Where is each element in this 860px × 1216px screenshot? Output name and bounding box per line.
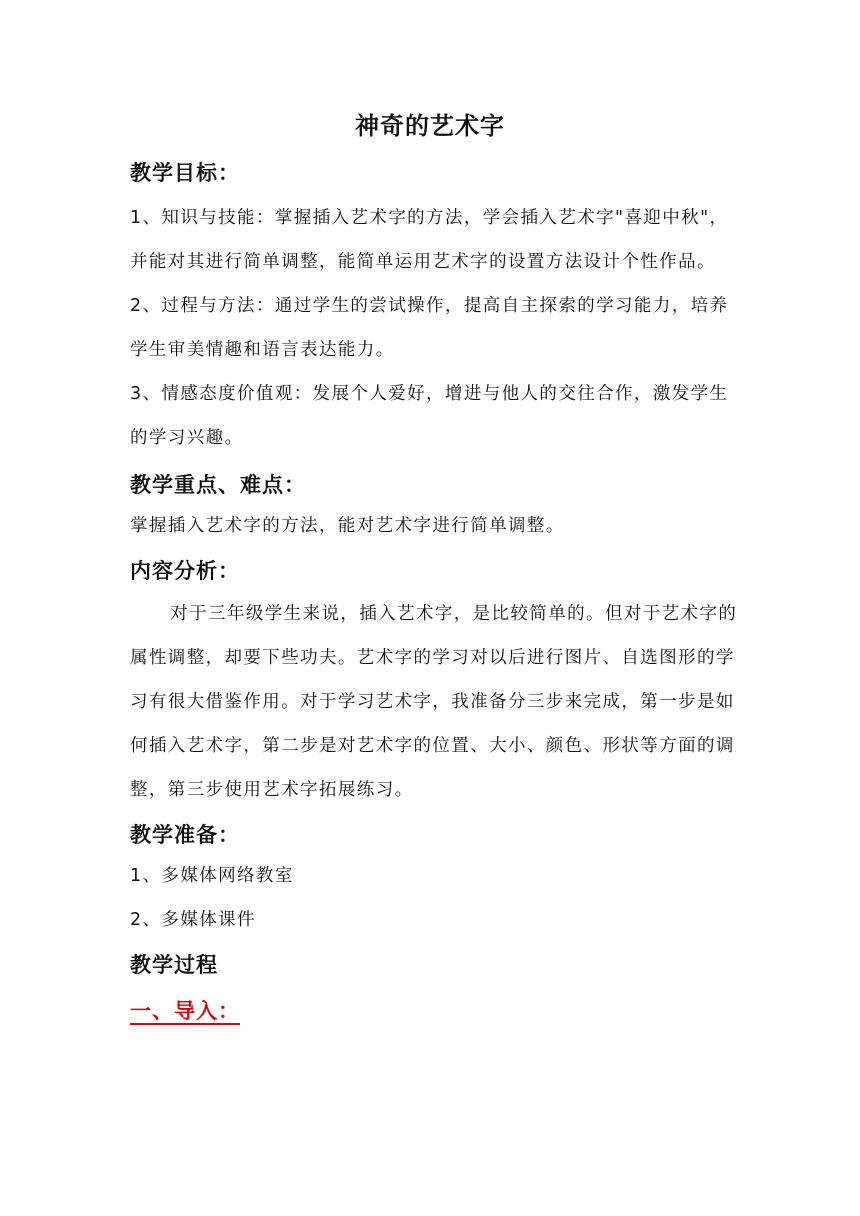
preparation-heading: 教学准备： (130, 823, 240, 847)
analysis-heading: 内容分析： (130, 559, 240, 583)
document-body (130, 152, 740, 1026)
objective-item-3: 3、情感态度价值观：发展个人爱好，增进与他人的交往合作，激发学生的学习兴趣。 (130, 384, 729, 448)
preparation-item-1: 1、多媒体网络教室 (130, 866, 294, 886)
objectives-heading: 教学目标： (130, 161, 240, 185)
keypoints-heading: 教学重点、难点： (130, 473, 306, 497)
objective-item-2: 2、过程与方法：通过学生的尝试操作，提高自主探索的学习能力，培养学生审美情趣和语言表达能力。 (130, 296, 729, 360)
preparation-item-2: 2、多媒体课件 (130, 910, 256, 930)
process-heading: 教学过程 (130, 953, 218, 977)
keypoints-text: 掌握插入艺术字的方法，能对艺术字进行简单调整。 (130, 516, 565, 536)
document-title: 神奇的艺术字 (355, 112, 505, 140)
analysis-text: 对于三年级学生来说，插入艺术字，是比较简单的。但对于艺术字的属性调整，却要下些功夫。艺术字的学习对以后进行图片、自选图形的学习有很大借鉴作用。对于学习艺术字，我准备分三步来完成，第一步是如何插入艺术字，第二步是对艺术字的位置、大小、颜色、形状等方面的调整，第三步使用艺术字拓展练习。 (130, 604, 738, 800)
objective-item-1: 1、知识与技能：掌握插入艺术字的方法，学会插入艺术字"喜迎中秋"，并能对其进行简单调整，能简单运用艺术字的设置方法设计个性作品。 (130, 208, 729, 272)
process-step-intro: 一、导入： (130, 999, 240, 1023)
